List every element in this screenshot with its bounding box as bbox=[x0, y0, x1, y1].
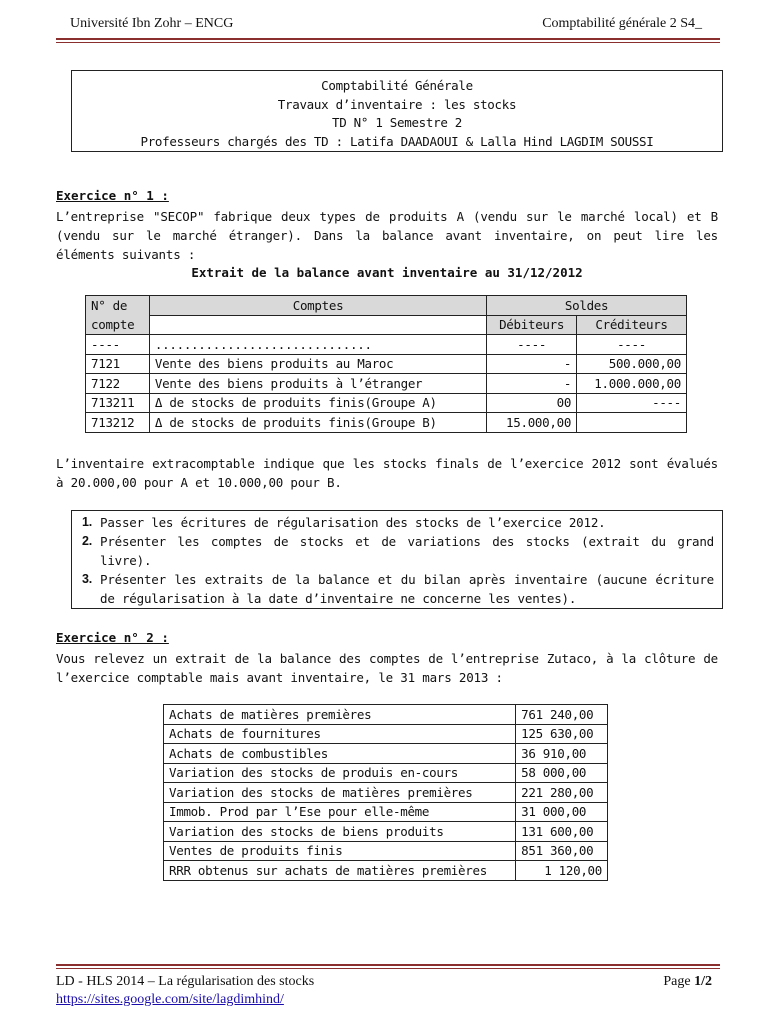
cell-credit: 500.000,00 bbox=[577, 354, 687, 374]
cell-num: 7121 bbox=[86, 354, 150, 374]
cell-label: Ventes de produits finis bbox=[164, 841, 516, 861]
page-count: 1/2 bbox=[694, 974, 712, 989]
cell-value: 131 600,00 bbox=[516, 822, 608, 842]
professors: Professeurs chargés des TD : Latifa DAADAOUI & Lalla Hind LAGDIM SOUSSI bbox=[140, 133, 654, 149]
table-row bbox=[164, 841, 608, 861]
cell-value: 851 360,00 bbox=[516, 841, 608, 861]
cell-debit: 15.000,00 bbox=[487, 413, 577, 433]
cell-num: 713211 bbox=[86, 393, 150, 413]
cell-label: Variation des stocks de matières premières bbox=[164, 783, 516, 803]
exercise-1-intro: L’entreprise "SECOP" fabrique deux types de produits A (vendu sur le marché local) et B (vendu sur le marché étranger). Dans la balance avant inventaire, on peut lire les éléments suivants : bbox=[56, 209, 718, 262]
cell-credit bbox=[577, 413, 687, 433]
header-rule bbox=[56, 38, 720, 43]
cell-value: 221 280,00 bbox=[516, 783, 608, 803]
header-left: Université Ibn Zohr – ENCG bbox=[70, 16, 234, 31]
table-row bbox=[86, 413, 687, 433]
table-row bbox=[164, 861, 608, 881]
exercise-2-intro: Vous relevez un extrait de la balance des comptes de l’entreprise Zutaco, à la clôture de l’exercice comptable mais avant inventaire, le 31 mars 2013 : bbox=[56, 651, 718, 685]
table-row bbox=[86, 393, 687, 413]
question-number: 3. bbox=[82, 572, 93, 586]
site-link[interactable]: https://sites.google.com/site/lagdimhind/ bbox=[56, 992, 284, 1007]
cell-value: 31 000,00 bbox=[516, 802, 608, 822]
table-row bbox=[164, 783, 608, 803]
cell-value: 761 240,00 bbox=[516, 705, 608, 725]
cell-compte: Vente des biens produits au Maroc bbox=[149, 354, 486, 374]
cell-label: Achats de combustibles bbox=[164, 744, 516, 764]
cell-value: 36 910,00 bbox=[516, 744, 608, 764]
cell-compte: Vente des biens produits à l’étranger bbox=[149, 374, 486, 394]
question-number: 1. bbox=[82, 515, 93, 529]
question-item bbox=[78, 570, 714, 608]
cell-label: Variation des stocks de biens produits bbox=[164, 822, 516, 842]
question-text: Présenter les comptes de stocks et de variations des stocks (extrait du grand livre). bbox=[100, 534, 714, 568]
cell-debit: 00 bbox=[487, 393, 577, 413]
cell-label: Achats de matières premières bbox=[164, 705, 516, 725]
page-label: Page bbox=[663, 974, 695, 989]
question-number: 2. bbox=[82, 534, 93, 548]
cell-value: 1 120,00 bbox=[516, 861, 608, 881]
question-text: Passer les écritures de régularisation des stocks de l’exercice 2012. bbox=[100, 515, 606, 530]
cell-value: 125 630,00 bbox=[516, 724, 608, 744]
td-topic: Travaux d’inventaire : les stocks bbox=[277, 96, 517, 112]
cell-num: ---- bbox=[86, 335, 150, 355]
exercise-2-title: Exercice n° 2 : bbox=[56, 630, 169, 645]
cell-credit: ---- bbox=[577, 393, 687, 413]
col-header-blank bbox=[149, 315, 486, 335]
cell-compte: Δ de stocks de produits finis(Groupe A) bbox=[149, 393, 486, 413]
col-header-num: N° de compte bbox=[86, 296, 150, 335]
cell-label: Variation des stocks de produis en-cours bbox=[164, 763, 516, 783]
table-row bbox=[86, 354, 687, 374]
title-box bbox=[71, 70, 723, 152]
col-header-soldes: Soldes bbox=[487, 296, 687, 316]
table-row bbox=[164, 705, 608, 725]
cell-num: 7122 bbox=[86, 374, 150, 394]
cell-label: Immob. Prod par l’Ese pour elle-même bbox=[164, 802, 516, 822]
cell-compte: Δ de stocks de produits finis(Groupe B) bbox=[149, 413, 486, 433]
footer-rule bbox=[56, 964, 720, 969]
header-right: Comptabilité générale 2 S4_ bbox=[542, 16, 702, 31]
balance-table-caption: Extrait de la balance avant inventaire au 31/12/2012 bbox=[191, 265, 583, 280]
table-row bbox=[164, 724, 608, 744]
questions-box bbox=[71, 510, 723, 609]
cell-debit: - bbox=[487, 374, 577, 394]
col-header-comptes: Comptes bbox=[149, 296, 486, 316]
question-item bbox=[78, 513, 714, 532]
cell-credit: 1.000.000,00 bbox=[577, 374, 687, 394]
table-row bbox=[164, 763, 608, 783]
exercise-1-title: Exercice n° 1 : bbox=[56, 188, 169, 203]
balance-table bbox=[85, 295, 687, 433]
col-header-crediteurs: Créditeurs bbox=[577, 315, 687, 335]
inventory-text: L’inventaire extracomptable indique que les stocks finals de l’exercice 2012 sont évalués à 20.000,00 pour A et 10.000,00 pour B. bbox=[56, 456, 718, 490]
question-item bbox=[78, 532, 714, 570]
cell-label: RRR obtenus sur achats de matières premières bbox=[164, 861, 516, 881]
question-text: Présenter les extraits de la balance et du bilan après inventaire (aucune écriture de régularisation à la date d’inventaire ne concerne les ventes). bbox=[100, 572, 714, 606]
table-row bbox=[164, 802, 608, 822]
cell-value: 58 000,00 bbox=[516, 763, 608, 783]
cell-label: Achats de fournitures bbox=[164, 724, 516, 744]
col-header-debiteurs: Débiteurs bbox=[487, 315, 577, 335]
course-title: Comptabilité Générale bbox=[321, 78, 473, 93]
footer-title: LD - HLS 2014 – La régularisation des stocks bbox=[56, 974, 315, 989]
page-number bbox=[663, 974, 712, 990]
cell-debit: - bbox=[487, 354, 577, 374]
cell-compte: .............................. bbox=[149, 335, 486, 355]
zutaco-balance-table bbox=[163, 704, 608, 881]
table-row bbox=[86, 374, 687, 394]
table-row bbox=[86, 335, 687, 355]
cell-num: 713212 bbox=[86, 413, 150, 433]
td-number: TD N° 1 Semestre 2 bbox=[331, 115, 463, 130]
cell-debit: ---- bbox=[487, 335, 577, 355]
table-row bbox=[164, 744, 608, 764]
table-row bbox=[164, 822, 608, 842]
cell-credit: ---- bbox=[577, 335, 687, 355]
